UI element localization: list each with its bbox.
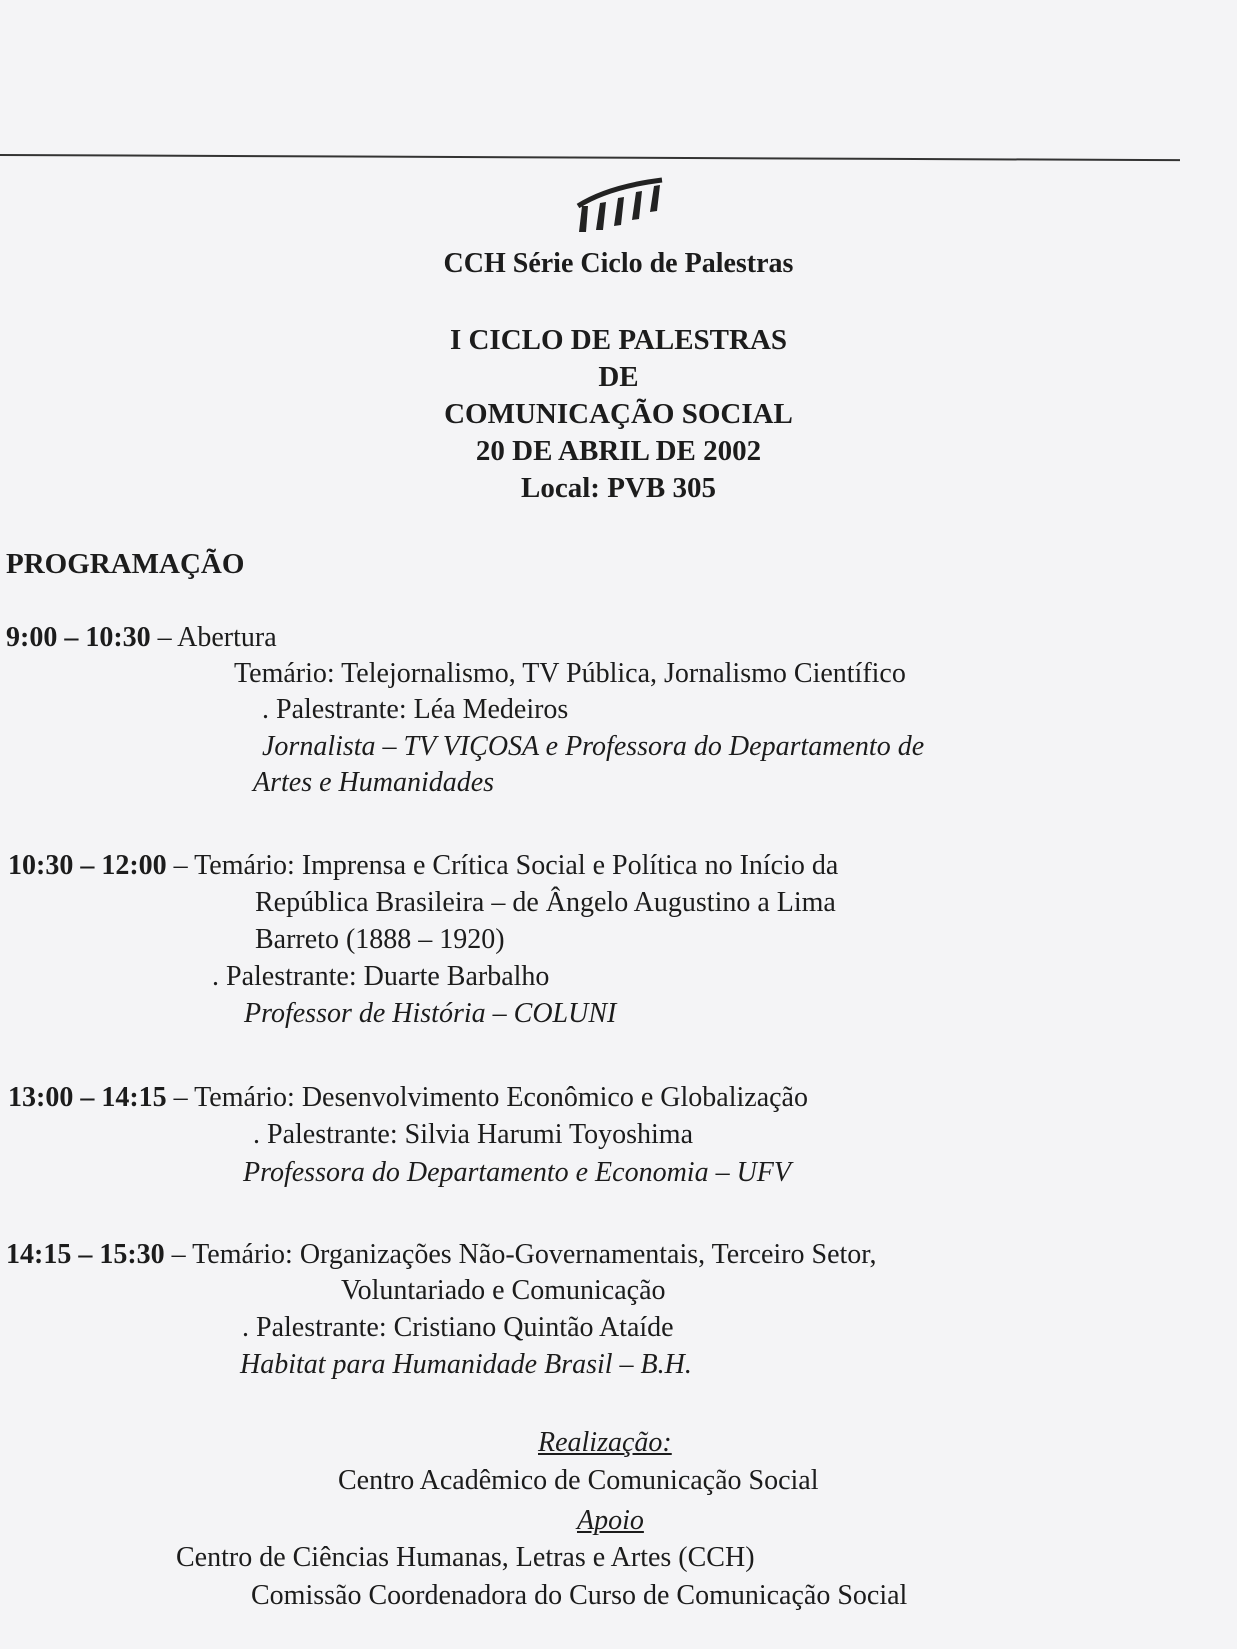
- series-title: CCH Série Ciclo de Palestras: [443, 248, 794, 279]
- apoio-label: Apoio: [577, 1505, 644, 1536]
- event-date: 20 DE ABRIL DE 2002: [475, 435, 762, 467]
- session-3-header: [8, 1082, 808, 1114]
- session-2-role: Professor de História – COLUNI: [244, 998, 617, 1029]
- session-4-header: [6, 1239, 876, 1271]
- session-3-role: Professora do Departamento e Economia – UFV: [243, 1157, 791, 1188]
- session-1-tema: Temário: Telejornalismo, TV Pública, Jornalismo Científico: [234, 658, 906, 689]
- session-4-tema-line-1: Temário: Organizações Não-Governamentais, Terceiro Setor,: [192, 1239, 877, 1270]
- realizacao-org: Centro Acadêmico de Comunicação Social: [338, 1465, 819, 1496]
- session-1-time: 9:00 – 10:30: [6, 622, 151, 653]
- session-4-tema-line-2: Voluntariado e Comunicação: [341, 1275, 666, 1306]
- session-1-sep: –: [150, 622, 178, 653]
- title-line-1: I CICLO DE PALESTRAS: [449, 324, 788, 356]
- realizacao-label: Realização:: [538, 1427, 672, 1458]
- session-2-tema-line-1: Temário: Imprensa e Crítica Social e Política no Início da: [194, 850, 839, 881]
- cch-logo: [570, 176, 670, 236]
- session-4-speaker: . Palestrante: Cristiano Quintão Ataíde: [242, 1312, 674, 1343]
- session-3-tema: Temário: Desenvolvimento Econômico e Globalização: [194, 1082, 808, 1113]
- session-1-title: Abertura: [177, 622, 277, 653]
- top-rule: [0, 154, 1180, 161]
- title-line-2: DE: [598, 361, 639, 393]
- event-title: [0, 322, 1237, 507]
- session-2-tema-line-3: Barreto (1888 – 1920): [255, 924, 505, 955]
- apoio-org-2: Comissão Coordenadora do Curso de Comunicação Social: [251, 1580, 908, 1611]
- session-4-time: 14:15 – 15:30: [6, 1239, 165, 1270]
- session-1-role-line-1: Jornalista – TV VIÇOSA e Professora do Departamento de: [262, 731, 925, 762]
- session-1-role-line-2: Artes e Humanidades: [253, 767, 495, 798]
- session-1-header: [6, 622, 277, 654]
- session-4-role: Habitat para Humanidade Brasil – B.H.: [240, 1349, 692, 1380]
- session-2-sep: –: [166, 850, 195, 881]
- session-2-tema-line-2: República Brasileira – de Ângelo Augustino a Lima: [255, 887, 836, 918]
- session-2-speaker: . Palestrante: Duarte Barbalho: [212, 961, 550, 992]
- programacao-heading: PROGRAMAÇÃO: [6, 548, 245, 580]
- session-4-sep: –: [164, 1239, 193, 1270]
- session-2-time: 10:30 – 12:00: [8, 850, 167, 881]
- session-3-speaker: . Palestrante: Silvia Harumi Toyoshima: [253, 1119, 694, 1150]
- apoio-org-1: Centro de Ciências Humanas, Letras e Artes (CCH): [176, 1542, 755, 1573]
- title-line-3: COMUNICAÇÃO SOCIAL: [444, 398, 793, 430]
- session-1-speaker: . Palestrante: Léa Medeiros: [262, 694, 569, 725]
- session-2-header: [8, 850, 838, 882]
- session-3-sep: –: [166, 1082, 195, 1113]
- session-3-time: 13:00 – 14:15: [8, 1082, 167, 1113]
- event-location: Local: PVB 305: [521, 472, 716, 504]
